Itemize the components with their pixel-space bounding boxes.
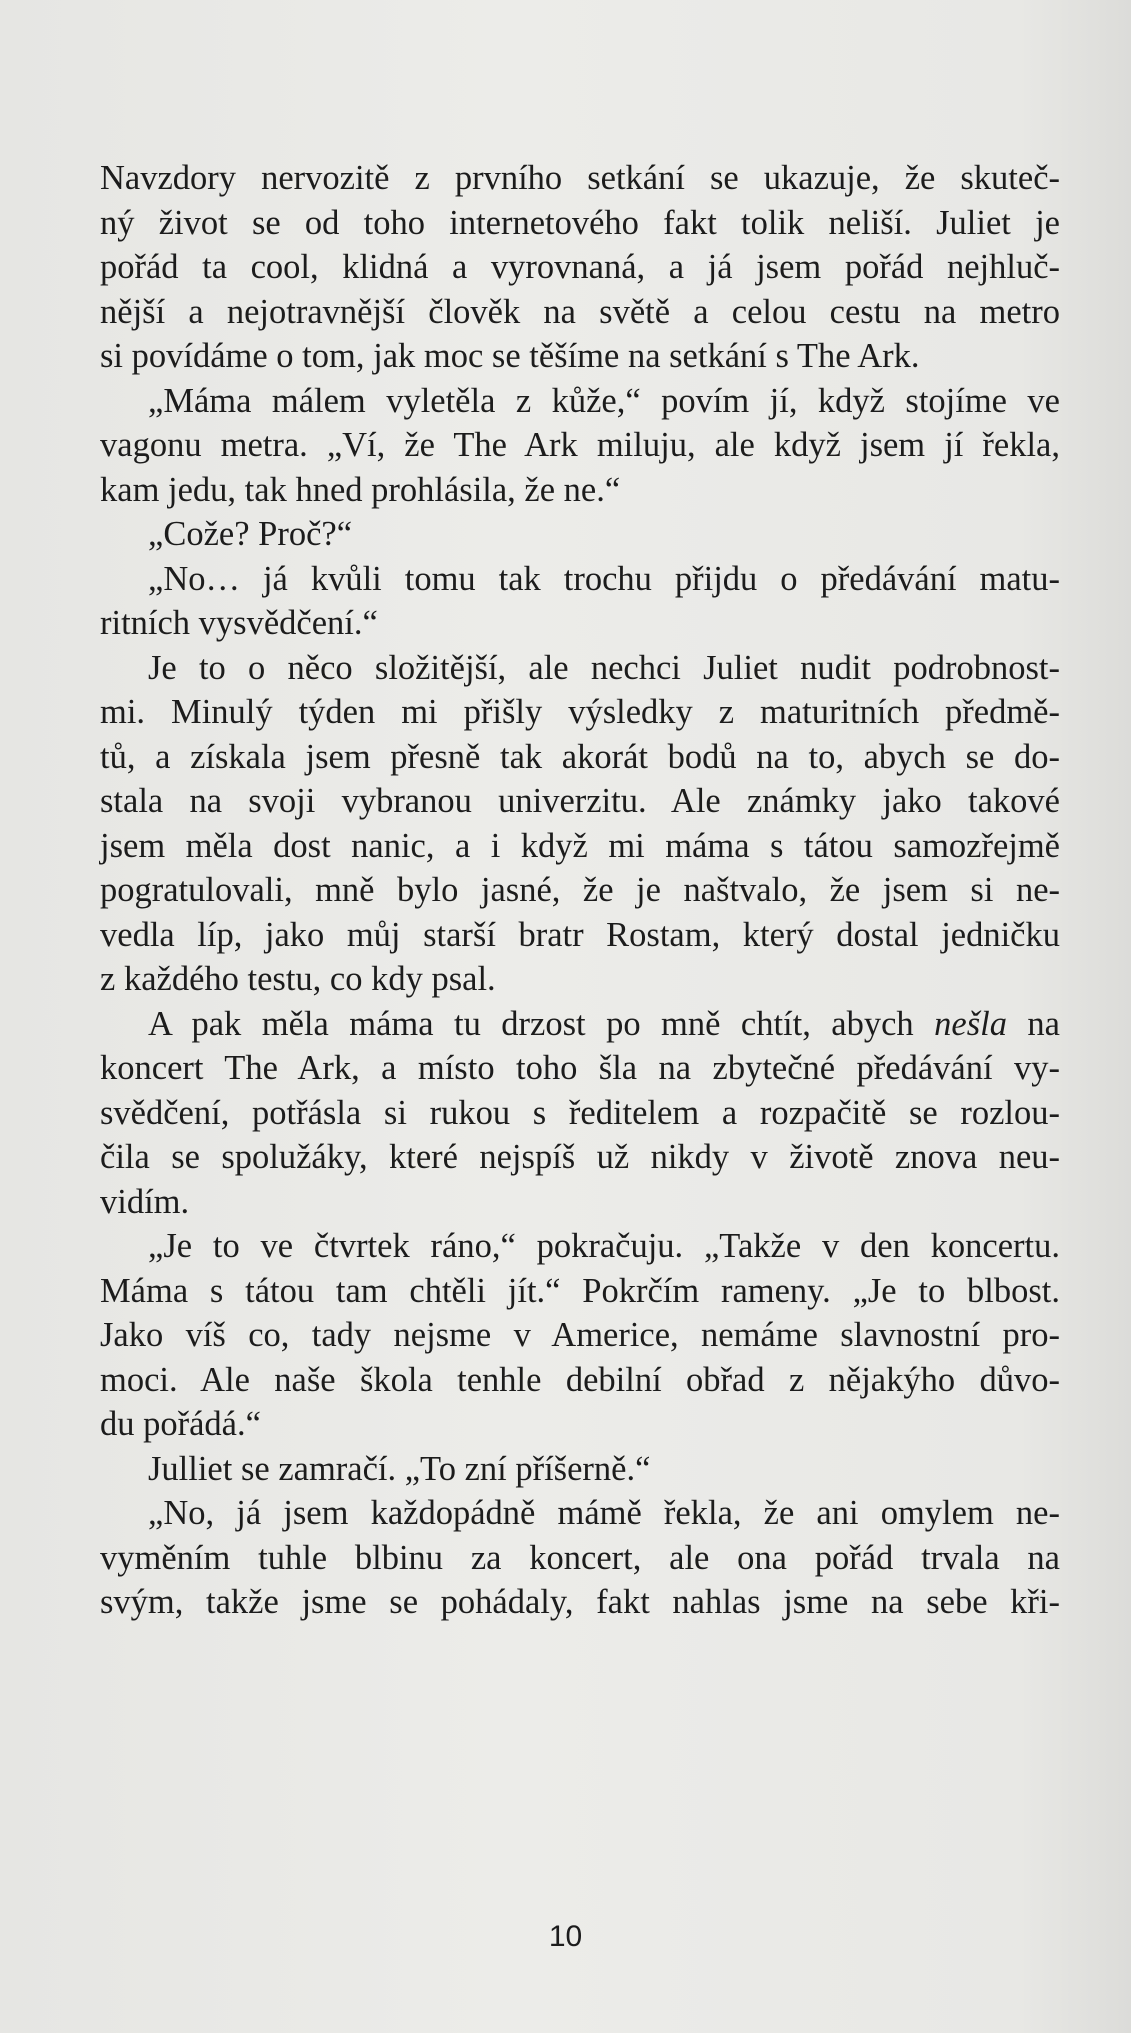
text-line: „Je to ve čtvrtek ráno,“ pokračuju. „Takže v den koncertu. bbox=[148, 1227, 1060, 1265]
text-line: si povídáme o tom, jak moc se těšíme na setkání s The Ark. bbox=[100, 337, 920, 375]
text-line: vyměním tuhle blbinu za koncert, ale ona pořád trvala na bbox=[100, 1538, 1060, 1577]
emphasis-text: nešla bbox=[934, 1004, 1007, 1043]
text-line: svým, takže jsme se pohádaly, fakt nahlas jsme na sebe kři- bbox=[100, 1583, 1060, 1621]
text-line: koncert The Ark, a místo toho šla na zbytečné předávání vy- bbox=[100, 1049, 1060, 1087]
text-line: pogratulovali, mně bylo jasné, že je naštvalo, že jsem si ne- bbox=[100, 871, 1060, 909]
text-line: Je to o něco složitější, ale nechci Juliet nudit podrobnost- bbox=[148, 648, 1060, 687]
text-line: ritních vysvědčení.“ bbox=[100, 604, 378, 642]
text-segment: na bbox=[1006, 1004, 1060, 1043]
text-line: Máma s tátou tam chtěli jít.“ Pokrčím rameny. „Je to blbost. bbox=[100, 1271, 1060, 1310]
text-line: Julliet se zamračí. „To zní příšerně.“ bbox=[148, 1449, 651, 1488]
text-line: mi. Minulý týden mi přišly výsledky z maturitních předmě- bbox=[100, 693, 1060, 731]
text-line: stala na svoji vybranou univerzitu. Ale známky jako takové bbox=[100, 782, 1060, 820]
text-line: vidím. bbox=[100, 1182, 190, 1221]
text-segment: A pak měla máma tu drzost po mně chtít, abych bbox=[148, 1004, 935, 1043]
text-line: vagonu metra. „Ví, že The Ark miluju, ale když jsem jí řekla, bbox=[100, 426, 1060, 464]
text-line: du pořádá.“ bbox=[100, 1405, 261, 1443]
text-line: „No… já kvůli tomu tak trochu přijdu o předávání matu- bbox=[148, 559, 1060, 598]
text-line: z každého testu, co kdy psal. bbox=[100, 960, 496, 998]
text-line: svědčení, potřásla si rukou s ředitelem a rozpačitě se rozlou- bbox=[100, 1093, 1060, 1132]
text-line: čila se spolužáky, které nejspíš už nikdy v životě znova neu- bbox=[100, 1138, 1060, 1176]
text-line: vedla líp, jako můj starší bratr Rostam, který dostal jedničku bbox=[100, 915, 1060, 954]
text-line: nější a nejotravnější člověk na světě a celou cestu na metro bbox=[100, 292, 1060, 331]
text-line: ný život se od toho internetového fakt tolik neliší. Juliet je bbox=[100, 203, 1060, 242]
text-line: „Cože? Proč?“ bbox=[148, 515, 353, 553]
text-line: Navzdory nervozitě z prvního setkání se ukazuje, že skuteč- bbox=[100, 159, 1060, 197]
text-line: kam jedu, tak hned prohlásila, že ne.“ bbox=[100, 470, 621, 509]
text-line: jsem měla dost nanic, a i když mi máma s tátou samozřejmě bbox=[100, 826, 1060, 865]
text-line: Jako víš co, tady nejsme v Americe, nemáme slavnostní pro- bbox=[100, 1316, 1060, 1354]
text-line: „No, já jsem každopádně mámě řekla, že ani omylem ne- bbox=[148, 1494, 1060, 1532]
text-line: „Máma málem vyletěla z kůže,“ povím jí, když stojíme ve bbox=[148, 381, 1060, 420]
text-line bbox=[100, 1004, 1060, 1048]
text-line: pořád ta cool, klidná a vyrovnaná, a já jsem pořád nejhluč- bbox=[100, 248, 1060, 286]
page-number: 10 bbox=[548, 1920, 583, 1953]
text-line: moci. Ale naše škola tenhle debilní obřad z nějakýho důvo- bbox=[100, 1360, 1060, 1399]
text-line: tů, a získala jsem přesně tak akorát bodů na to, abych se do- bbox=[100, 737, 1060, 776]
